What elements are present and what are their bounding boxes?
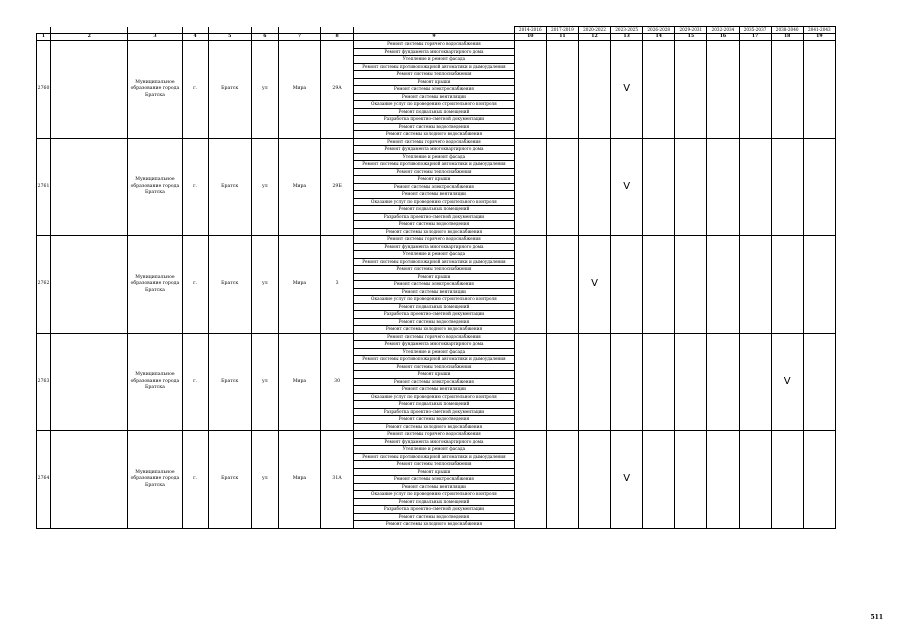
period-header-cell: 2020-2022	[578, 27, 610, 34]
entry-number: 2763	[37, 333, 51, 431]
period-mark-cell	[803, 138, 835, 236]
work-item: Оказание услуг по проведению строительного контроля	[354, 296, 515, 304]
municipality-name: Муниципальное образование города Братска	[128, 236, 182, 334]
work-item: Ремонт крыши	[354, 371, 515, 379]
work-item: Ремонт системы теплоснабжения	[354, 168, 515, 176]
work-item: Ремонт системы холодного водоснабжения	[354, 423, 515, 431]
column-number-cell: 4	[182, 34, 208, 41]
period-header-cell: 2041-2043	[803, 27, 835, 34]
entry-number: 2764	[37, 431, 51, 529]
period-mark-cell	[707, 138, 739, 236]
settlement-name: Братск	[208, 333, 251, 431]
work-item: Оказание услуг по проведению строительного контроля	[354, 393, 515, 401]
municipality-name	[51, 41, 128, 139]
municipality-name	[51, 333, 128, 431]
column-number-cell: 3	[128, 34, 182, 41]
street-name: Мира	[278, 236, 320, 334]
period-mark-cell	[643, 431, 675, 529]
work-item: Утепление и ремонт фасада	[354, 56, 515, 64]
column-number-row	[37, 34, 836, 41]
street-type: ул	[251, 236, 278, 334]
period-mark-cell	[578, 41, 610, 139]
work-item: Ремонт системы теплоснабжения	[354, 363, 515, 371]
work-item: Утепление и ремонт фасада	[354, 348, 515, 356]
entry-number: 2761	[37, 138, 51, 236]
column-number-cell: 16	[707, 34, 739, 41]
work-item: Ремонт системы теплоснабжения	[354, 461, 515, 469]
column-number-cell: 8	[321, 34, 354, 41]
work-item: Ремонт системы водоотведения	[354, 416, 515, 424]
work-item: Ремонт фундамента многоквартирного дома	[354, 341, 515, 349]
period-mark-cell	[611, 333, 643, 431]
period-mark-cell	[803, 333, 835, 431]
work-item: Ремонт системы электроснабжения	[354, 183, 515, 191]
period-mark-cell	[739, 41, 771, 139]
settlement-name: Братск	[208, 431, 251, 529]
period-mark-cell	[803, 431, 835, 529]
work-item: Ремонт системы горячего водоснабжения	[354, 333, 515, 341]
house-number: 29Б	[321, 138, 354, 236]
header-blank-cell	[51, 27, 128, 34]
period-mark-cell: V	[578, 236, 610, 334]
period-mark-cell	[771, 236, 803, 334]
header-blank-cell	[128, 27, 182, 34]
period-mark-cell	[707, 41, 739, 139]
work-item: Ремонт фундамента многоквартирного дома	[354, 48, 515, 56]
work-item: Ремонт фундамента многоквартирного дома	[354, 438, 515, 446]
period-mark-cell	[546, 333, 578, 431]
street-name: Мира	[278, 333, 320, 431]
period-header-cell: 2032-2034	[707, 27, 739, 34]
column-number-cell: 12	[578, 34, 610, 41]
capital-repair-table	[36, 26, 836, 529]
settlement-type: г.	[182, 236, 208, 334]
work-item: Ремонт подвальных помещений	[354, 108, 515, 116]
work-item: Разработка проектно-сметной документации	[354, 213, 515, 221]
period-mark-cell: V	[611, 41, 643, 139]
period-mark-cell	[771, 138, 803, 236]
settlement-name: Братск	[208, 236, 251, 334]
period-mark-cell	[675, 431, 707, 529]
street-type: ул	[251, 41, 278, 139]
column-number-cell: 7	[278, 34, 320, 41]
work-item: Ремонт системы противопожарной автоматики и дымоудаления	[354, 258, 515, 266]
header-blank-cell	[354, 27, 515, 34]
period-mark-cell	[578, 431, 610, 529]
work-item: Оказание услуг по проведению строительного контроля	[354, 101, 515, 109]
work-item: Ремонт системы водоотведения	[354, 513, 515, 521]
period-header-cell: 2038-2040	[771, 27, 803, 34]
settlement-name: Братск	[208, 138, 251, 236]
period-mark-cell	[611, 236, 643, 334]
settlement-type: г.	[182, 333, 208, 431]
work-item: Ремонт подвальных помещений	[354, 206, 515, 214]
street-name: Мира	[278, 41, 320, 139]
work-item: Ремонт системы вентиляции	[354, 386, 515, 394]
work-item: Ремонт подвальных помещений	[354, 303, 515, 311]
work-item: Ремонт подвальных помещений	[354, 401, 515, 409]
table-row	[37, 138, 836, 146]
column-number-cell: 14	[643, 34, 675, 41]
table-row	[37, 431, 836, 439]
work-item: Утепление и ремонт фасада	[354, 251, 515, 259]
period-mark-cell	[643, 41, 675, 139]
settlement-type: г.	[182, 138, 208, 236]
period-mark-cell	[675, 138, 707, 236]
municipality-name	[51, 431, 128, 529]
period-mark-cell	[643, 236, 675, 334]
period-mark-cell	[707, 333, 739, 431]
header-blank-cell	[182, 27, 208, 34]
header-blank-cell	[251, 27, 278, 34]
table-row	[37, 236, 836, 244]
work-item: Ремонт системы противопожарной автоматики и дымоудаления	[354, 356, 515, 364]
period-mark-cell	[739, 333, 771, 431]
street-type: ул	[251, 431, 278, 529]
table-row	[37, 333, 836, 341]
period-mark-cell: V	[611, 431, 643, 529]
period-mark-cell	[739, 236, 771, 334]
period-mark-cell	[514, 41, 546, 139]
work-item: Утепление и ремонт фасада	[354, 153, 515, 161]
column-number-cell: 17	[739, 34, 771, 41]
work-item: Ремонт системы электроснабжения	[354, 476, 515, 484]
work-item: Ремонт системы горячего водоснабжения	[354, 41, 515, 49]
column-number-cell: 10	[514, 34, 546, 41]
work-item: Ремонт системы теплоснабжения	[354, 266, 515, 274]
work-item: Разработка проектно-сметной документации	[354, 506, 515, 514]
period-mark-cell	[546, 41, 578, 139]
period-mark-cell	[675, 236, 707, 334]
period-mark-cell	[771, 431, 803, 529]
header-blank-cell	[321, 27, 354, 34]
period-mark-cell	[739, 138, 771, 236]
work-item: Разработка проектно-сметной документации	[354, 408, 515, 416]
municipality-name: Муниципальное образование города Братска	[128, 333, 182, 431]
work-item: Ремонт подвальных помещений	[354, 498, 515, 506]
period-header-cell: 2026-2028	[643, 27, 675, 34]
work-item: Ремонт системы противопожарной автоматики и дымоудаления	[354, 453, 515, 461]
work-item: Ремонт системы холодного водоснабжения	[354, 228, 515, 236]
work-item: Ремонт крыши	[354, 78, 515, 86]
work-item: Ремонт системы холодного водоснабжения	[354, 131, 515, 139]
period-header-cell: 2035-2037	[739, 27, 771, 34]
period-header-cell: 2014-2016	[514, 27, 546, 34]
street-name: Мира	[278, 138, 320, 236]
column-number-cell: 19	[803, 34, 835, 41]
period-mark-cell	[675, 333, 707, 431]
work-item: Ремонт системы электроснабжения	[354, 281, 515, 289]
work-item: Ремонт фундамента многоквартирного дома	[354, 243, 515, 251]
work-item: Разработка проектно-сметной документации	[354, 311, 515, 319]
column-number-cell: 5	[208, 34, 251, 41]
period-mark-cell	[514, 138, 546, 236]
header-blank-cell	[278, 27, 320, 34]
period-mark-cell	[546, 431, 578, 529]
work-item: Ремонт крыши	[354, 176, 515, 184]
period-header-cell: 2029-2031	[675, 27, 707, 34]
period-header-cell: 2023-2025	[611, 27, 643, 34]
settlement-type: г.	[182, 431, 208, 529]
period-mark-cell	[514, 236, 546, 334]
period-mark-cell: V	[771, 333, 803, 431]
municipality-name: Муниципальное образование города Братска	[128, 41, 182, 139]
work-item: Ремонт системы вентиляции	[354, 483, 515, 491]
house-number: 29А	[321, 41, 354, 139]
column-number-cell: 11	[546, 34, 578, 41]
period-mark-cell	[546, 236, 578, 334]
period-mark-cell	[514, 333, 546, 431]
municipality-name	[51, 138, 128, 236]
settlement-name: Братск	[208, 41, 251, 139]
period-mark-cell	[643, 333, 675, 431]
header-blank-cell	[37, 27, 51, 34]
work-item: Ремонт системы вентиляции	[354, 93, 515, 101]
header-blank-cell	[208, 27, 251, 34]
work-item: Ремонт системы водоотведения	[354, 318, 515, 326]
street-type: ул	[251, 138, 278, 236]
work-item: Ремонт системы горячего водоснабжения	[354, 138, 515, 146]
period-mark-cell	[739, 431, 771, 529]
street-name: Мира	[278, 431, 320, 529]
period-header-cell: 2017-2019	[546, 27, 578, 34]
period-mark-cell	[578, 138, 610, 236]
work-item: Ремонт системы горячего водоснабжения	[354, 431, 515, 439]
period-mark-cell	[803, 41, 835, 139]
work-item: Разработка проектно-сметной документации	[354, 116, 515, 124]
period-mark-cell	[643, 138, 675, 236]
street-type: ул	[251, 333, 278, 431]
period-mark-cell: V	[611, 138, 643, 236]
work-item: Ремонт системы противопожарной автоматики и дымоудаления	[354, 161, 515, 169]
period-mark-cell	[707, 236, 739, 334]
page-number: 511	[870, 614, 883, 621]
period-mark-cell	[578, 333, 610, 431]
municipality-name	[51, 236, 128, 334]
work-item: Утепление и ремонт фасада	[354, 446, 515, 454]
table-body	[37, 27, 836, 529]
period-mark-cell	[771, 41, 803, 139]
work-item: Ремонт фундамента многоквартирного дома	[354, 146, 515, 154]
period-header-row	[37, 27, 836, 34]
work-item: Ремонт крыши	[354, 273, 515, 281]
column-number-cell: 18	[771, 34, 803, 41]
work-item: Ремонт системы горячего водоснабжения	[354, 236, 515, 244]
work-item: Ремонт системы холодного водоснабжения	[354, 521, 515, 529]
column-number-cell: 15	[675, 34, 707, 41]
work-item: Ремонт системы теплоснабжения	[354, 71, 515, 79]
work-item: Ремонт системы водоотведения	[354, 221, 515, 229]
work-item: Ремонт системы холодного водоснабжения	[354, 326, 515, 334]
work-item: Ремонт системы водоотведения	[354, 123, 515, 131]
settlement-type: г.	[182, 41, 208, 139]
period-mark-cell	[707, 431, 739, 529]
house-number: 3	[321, 236, 354, 334]
column-number-cell: 9	[354, 34, 515, 41]
house-number: 30	[321, 333, 354, 431]
work-item: Ремонт системы электроснабжения	[354, 378, 515, 386]
table-row	[37, 41, 836, 49]
column-number-cell: 13	[611, 34, 643, 41]
period-mark-cell	[514, 431, 546, 529]
work-item: Ремонт системы электроснабжения	[354, 86, 515, 94]
municipality-name: Муниципальное образование города Братска	[128, 138, 182, 236]
entry-number: 2760	[37, 41, 51, 139]
work-item: Оказание услуг по проведению строительного контроля	[354, 198, 515, 206]
work-item: Ремонт крыши	[354, 468, 515, 476]
work-item: Оказание услуг по проведению строительного контроля	[354, 491, 515, 499]
work-item: Ремонт системы вентиляции	[354, 191, 515, 199]
work-item: Ремонт системы вентиляции	[354, 288, 515, 296]
column-number-cell: 1	[37, 34, 51, 41]
period-mark-cell	[803, 236, 835, 334]
house-number: 31А	[321, 431, 354, 529]
column-number-cell: 2	[51, 34, 128, 41]
column-number-cell: 6	[251, 34, 278, 41]
period-mark-cell	[675, 41, 707, 139]
entry-number: 2762	[37, 236, 51, 334]
period-mark-cell	[546, 138, 578, 236]
work-item: Ремонт системы противопожарной автоматики и дымоудаления	[354, 63, 515, 71]
municipality-name: Муниципальное образование города Братска	[128, 431, 182, 529]
